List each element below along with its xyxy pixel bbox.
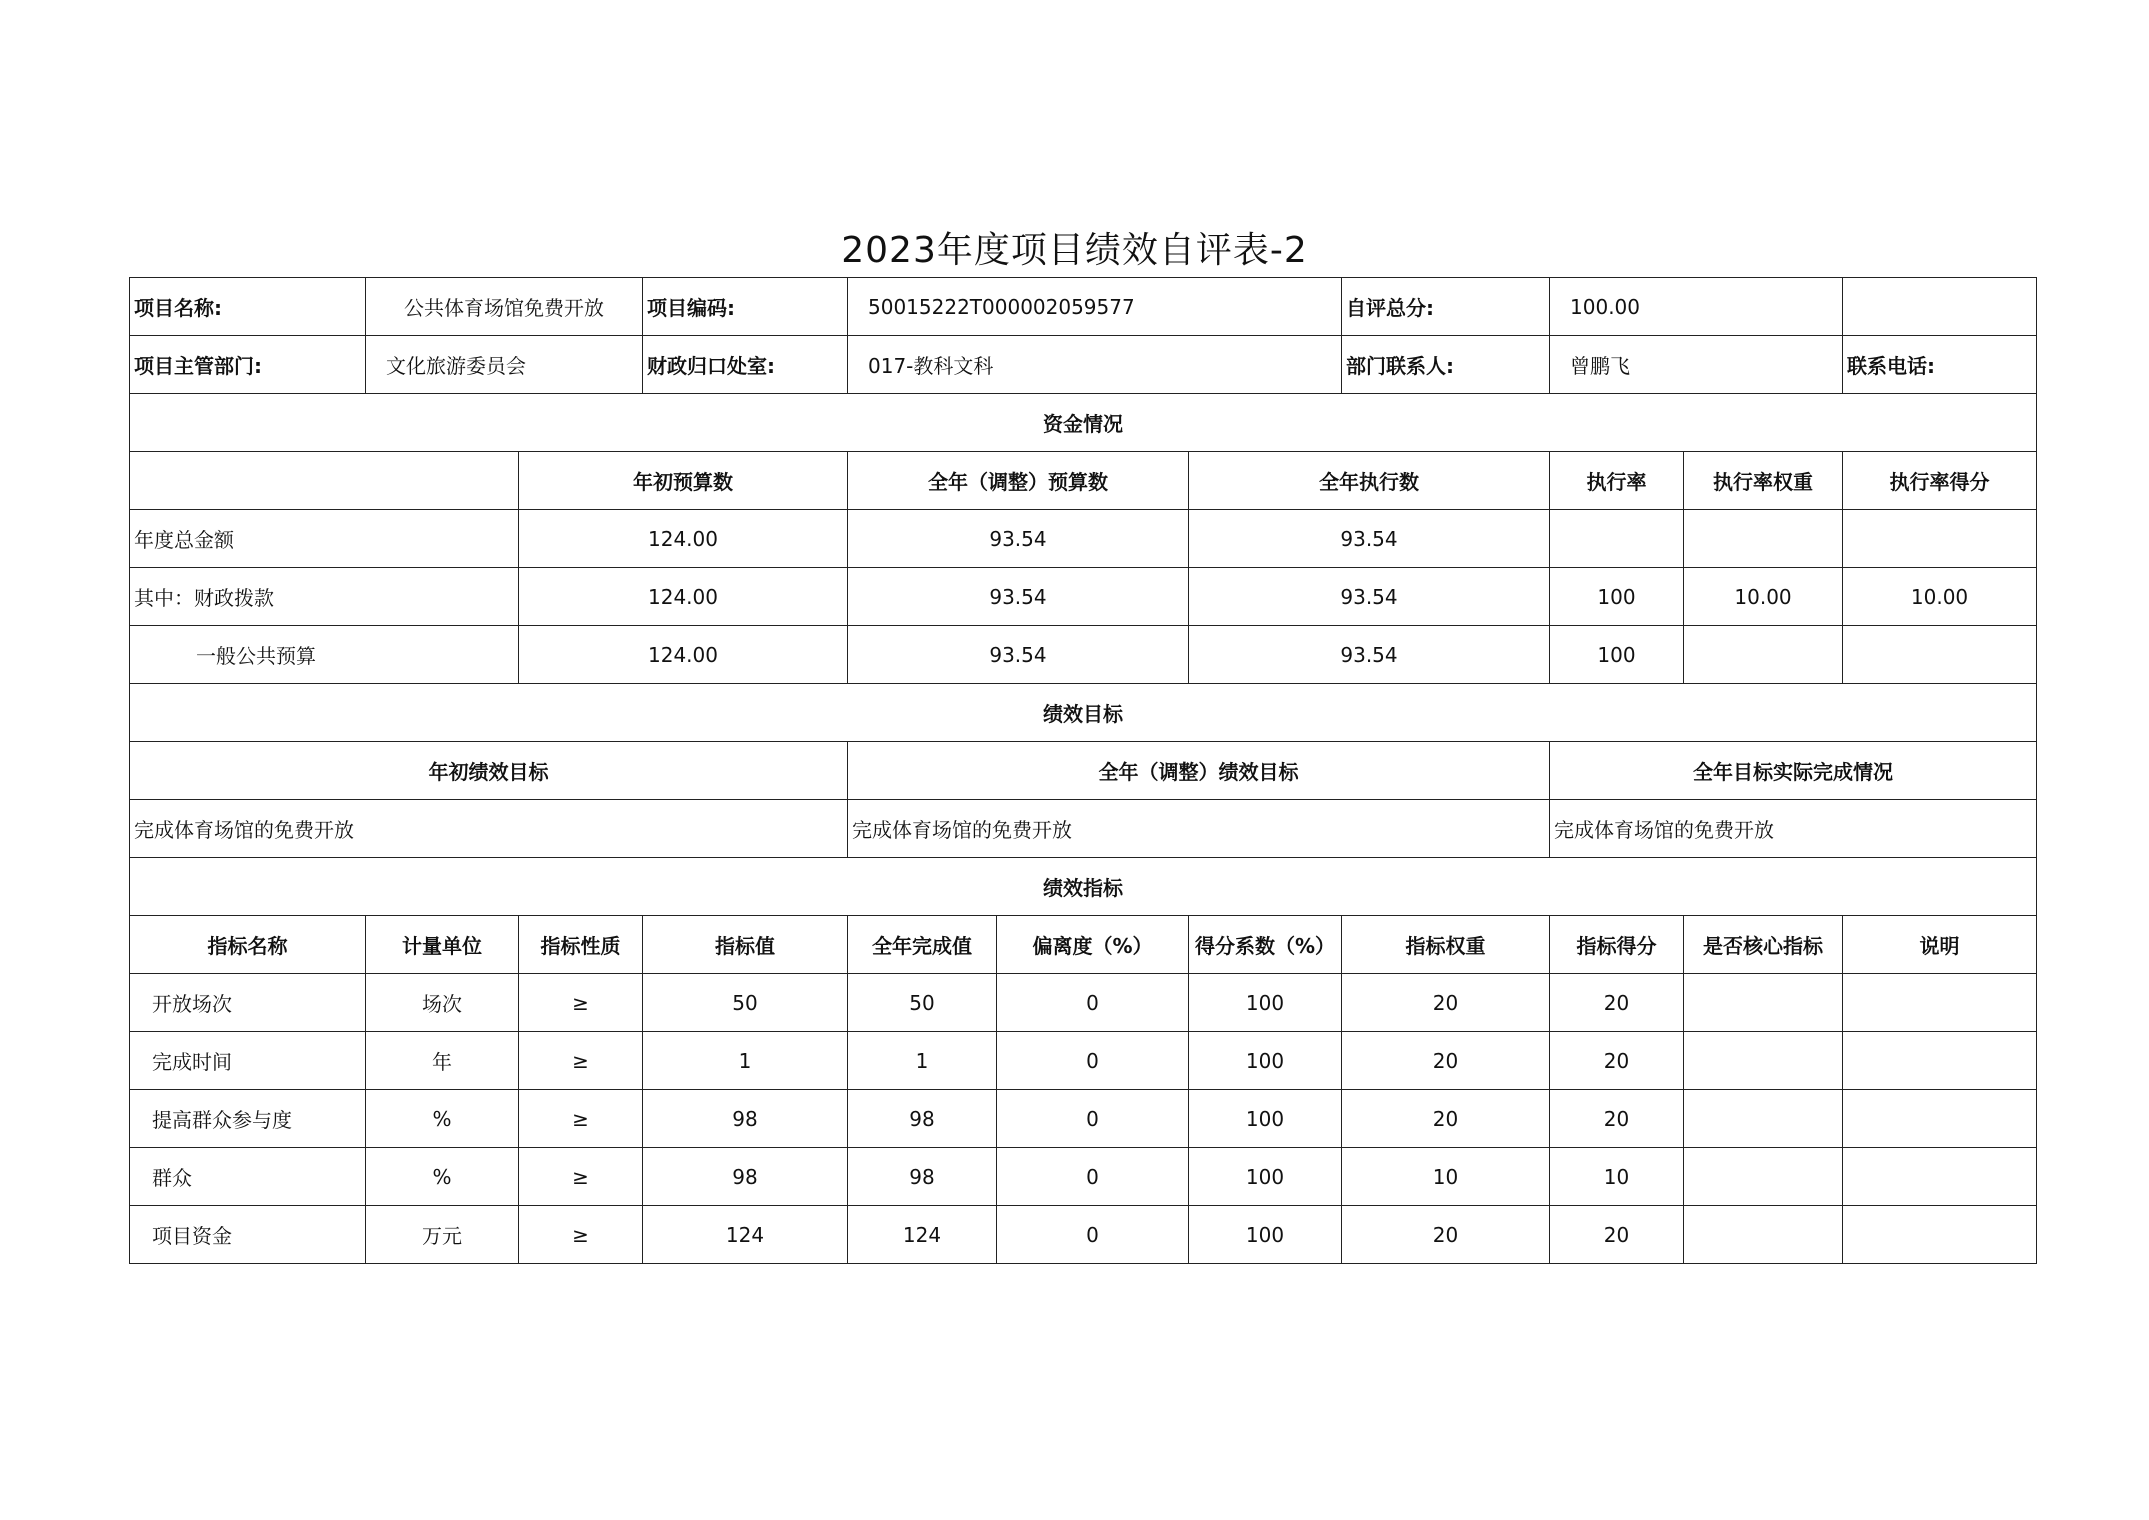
col-header: 年初绩效目标 — [130, 742, 848, 800]
indicator-name: 提高群众参与度 — [130, 1090, 366, 1148]
indicators-header-row — [130, 916, 2037, 974]
indicator-score: 20 — [1550, 1090, 1684, 1148]
indicator-coef: 100 — [1189, 1090, 1342, 1148]
project-name-label: 项目名称: — [130, 278, 366, 336]
indicator-coef: 100 — [1189, 1032, 1342, 1090]
info-row-1 — [130, 278, 2037, 336]
indicator-row — [130, 1032, 2037, 1090]
indicator-note — [1843, 1032, 2037, 1090]
col-header: 说明 — [1843, 916, 2037, 974]
indicator-deviation: 0 — [997, 974, 1189, 1032]
indicator-score: 10 — [1550, 1148, 1684, 1206]
funds-row — [130, 510, 2037, 568]
col-header: 指标值 — [643, 916, 848, 974]
col-header: 全年（调整）绩效目标 — [848, 742, 1550, 800]
col-header: 执行率 — [1550, 452, 1684, 510]
indicator-deviation: 0 — [997, 1206, 1189, 1264]
indicators-section-row — [130, 858, 2037, 916]
indicator-core — [1684, 1148, 1843, 1206]
col-header: 全年目标实际完成情况 — [1550, 742, 2037, 800]
goal-initial: 完成体育场馆的免费开放 — [130, 800, 848, 858]
indicator-actual: 98 — [848, 1148, 997, 1206]
indicator-actual: 98 — [848, 1090, 997, 1148]
goals-value-row — [130, 800, 2037, 858]
col-header: 执行率权重 — [1684, 452, 1843, 510]
project-code-value: 50015222T000002059577 — [848, 278, 1342, 336]
indicator-coef: 100 — [1189, 974, 1342, 1032]
indicator-note — [1843, 974, 2037, 1032]
indicator-deviation: 0 — [997, 1090, 1189, 1148]
indicator-target: 1 — [643, 1032, 848, 1090]
indicator-core — [1684, 974, 1843, 1032]
indicator-target: 50 — [643, 974, 848, 1032]
col-header: 偏离度（%） — [997, 916, 1189, 974]
indicator-score: 20 — [1550, 1206, 1684, 1264]
col-header: 指标名称 — [130, 916, 366, 974]
funds-row — [130, 568, 2037, 626]
contact-value: 曾鹏飞 — [1550, 336, 1843, 394]
indicator-unit: % — [366, 1148, 519, 1206]
finance-value: 017-教科文科 — [848, 336, 1342, 394]
indicator-core — [1684, 1206, 1843, 1264]
empty-cell — [130, 452, 519, 510]
indicator-unit: 万元 — [366, 1206, 519, 1264]
indicator-coef: 100 — [1189, 1148, 1342, 1206]
col-header: 指标性质 — [519, 916, 643, 974]
funds-adjusted: 93.54 — [848, 510, 1189, 568]
indicator-target: 98 — [643, 1148, 848, 1206]
contact-label: 部门联系人: — [1342, 336, 1550, 394]
evaluation-table — [129, 277, 2037, 1264]
funds-section-title: 资金情况 — [130, 394, 2037, 452]
project-code-label: 项目编码: — [643, 278, 848, 336]
funds-weight — [1684, 626, 1843, 684]
funds-adjusted: 93.54 — [848, 626, 1189, 684]
indicator-weight: 10 — [1342, 1148, 1550, 1206]
funds-rate: 100 — [1550, 568, 1684, 626]
indicator-note — [1843, 1206, 2037, 1264]
indicator-nature: ≥ — [519, 1148, 643, 1206]
col-header: 执行率得分 — [1843, 452, 2037, 510]
dept-value: 文化旅游委员会 — [366, 336, 643, 394]
indicator-core — [1684, 1090, 1843, 1148]
indicator-unit: 年 — [366, 1032, 519, 1090]
goals-header-row — [130, 742, 2037, 800]
funds-initial: 124.00 — [519, 626, 848, 684]
indicator-unit: % — [366, 1090, 519, 1148]
indicator-unit: 场次 — [366, 974, 519, 1032]
indicator-weight: 20 — [1342, 1206, 1550, 1264]
finance-label: 财政归口处室: — [643, 336, 848, 394]
indicator-row — [130, 1206, 2037, 1264]
info-row-2 — [130, 336, 2037, 394]
funds-initial: 124.00 — [519, 568, 848, 626]
col-header: 是否核心指标 — [1684, 916, 1843, 974]
funds-header-row — [130, 452, 2037, 510]
indicator-nature: ≥ — [519, 1206, 643, 1264]
col-header: 年初预算数 — [519, 452, 848, 510]
indicator-target: 124 — [643, 1206, 848, 1264]
goal-actual: 完成体育场馆的免费开放 — [1550, 800, 2037, 858]
goals-section-title: 绩效目标 — [130, 684, 2037, 742]
indicator-coef: 100 — [1189, 1206, 1342, 1264]
goal-adjusted: 完成体育场馆的免费开放 — [848, 800, 1550, 858]
score-value: 100.00 — [1550, 278, 1843, 336]
score-label: 自评总分: — [1342, 278, 1550, 336]
funds-rate — [1550, 510, 1684, 568]
funds-score: 10.00 — [1843, 568, 2037, 626]
funds-row-label: 其中：财政拨款 — [130, 568, 519, 626]
col-header: 全年完成值 — [848, 916, 997, 974]
indicator-nature: ≥ — [519, 1032, 643, 1090]
col-header: 得分系数（%） — [1189, 916, 1342, 974]
phone-label: 联系电话: — [1843, 336, 2037, 394]
indicator-nature: ≥ — [519, 974, 643, 1032]
indicator-actual: 1 — [848, 1032, 997, 1090]
indicator-core — [1684, 1032, 1843, 1090]
funds-score — [1843, 626, 2037, 684]
project-name-value: 公共体育场馆免费开放 — [366, 278, 643, 336]
indicator-name: 完成时间 — [130, 1032, 366, 1090]
funds-rate: 100 — [1550, 626, 1684, 684]
indicator-nature: ≥ — [519, 1090, 643, 1148]
indicator-weight: 20 — [1342, 1032, 1550, 1090]
funds-weight: 10.00 — [1684, 568, 1843, 626]
funds-executed: 93.54 — [1189, 626, 1550, 684]
dept-label: 项目主管部门: — [130, 336, 366, 394]
funds-executed: 93.54 — [1189, 568, 1550, 626]
col-header: 指标得分 — [1550, 916, 1684, 974]
indicator-name: 开放场次 — [130, 974, 366, 1032]
indicator-score: 20 — [1550, 1032, 1684, 1090]
funds-initial: 124.00 — [519, 510, 848, 568]
goals-section-row — [130, 684, 2037, 742]
indicator-row — [130, 974, 2037, 1032]
funds-section-row — [130, 394, 2037, 452]
indicator-score: 20 — [1550, 974, 1684, 1032]
indicator-actual: 50 — [848, 974, 997, 1032]
funds-weight — [1684, 510, 1843, 568]
indicator-deviation: 0 — [997, 1032, 1189, 1090]
col-header: 全年（调整）预算数 — [848, 452, 1189, 510]
indicator-row — [130, 1148, 2037, 1206]
page-title: 2023年度项目绩效自评表-2 — [841, 230, 1308, 271]
indicator-name: 项目资金 — [130, 1206, 366, 1264]
indicator-note — [1843, 1090, 2037, 1148]
indicator-note — [1843, 1148, 2037, 1206]
indicator-deviation: 0 — [997, 1148, 1189, 1206]
funds-adjusted: 93.54 — [848, 568, 1189, 626]
funds-row-label: 年度总金额 — [130, 510, 519, 568]
indicator-name: 群众 — [130, 1148, 366, 1206]
indicator-row — [130, 1090, 2037, 1148]
indicator-weight: 20 — [1342, 974, 1550, 1032]
indicator-target: 98 — [643, 1090, 848, 1148]
funds-score — [1843, 510, 2037, 568]
empty-cell — [1843, 278, 2037, 336]
indicator-weight: 20 — [1342, 1090, 1550, 1148]
funds-row — [130, 626, 2037, 684]
indicators-section-title: 绩效指标 — [130, 858, 2037, 916]
col-header: 计量单位 — [366, 916, 519, 974]
funds-executed: 93.54 — [1189, 510, 1550, 568]
col-header: 指标权重 — [1342, 916, 1550, 974]
indicator-actual: 124 — [848, 1206, 997, 1264]
col-header: 全年执行数 — [1189, 452, 1550, 510]
funds-row-label: 一般公共预算 — [130, 626, 519, 684]
